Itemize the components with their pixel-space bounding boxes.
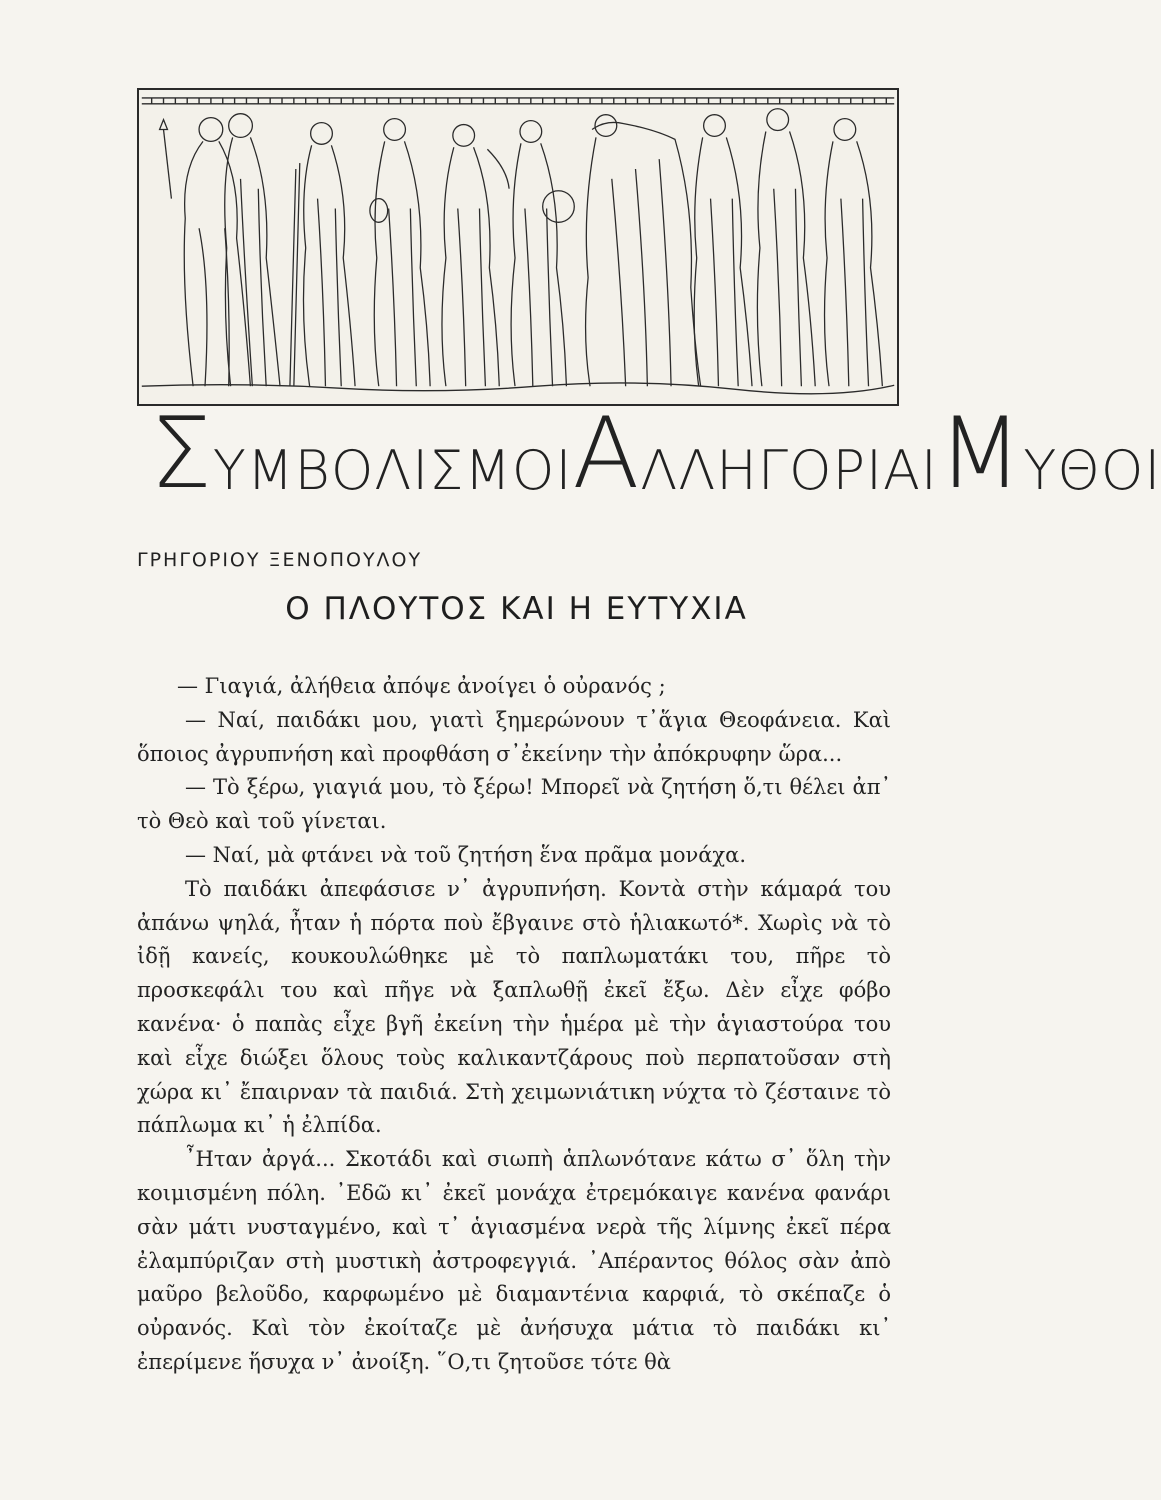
frieze-drawing <box>139 90 897 404</box>
article-body <box>137 670 891 1380</box>
paragraph: Τὸ παιδάκι ἀπεφάσισε ν᾽ ἀγρυπνήση. Κοντὰ στὴν κάμαρά του ἀπάνω ψηλά, ἦταν ἡ πόρτα ποὺ ἔβγαινε στὸ ἡλιακωτό*. Χωρὶς νὰ τὸ ἰδῇ κανείς, κουκουλώθηκε μὲ τὸ παπλωματάκι του, πῆρε τὸ προσκεφάλι του καὶ πῆγε νὰ ξαπλωθῇ ἐκεῖ ἔξω. Δὲν εἶχε φόβο κανένα· ὁ παπὰς εἶχε βγῆ ἐκείνη τὴν ἡμέρα μὲ τὴν ἁγιαστούρα του καὶ εἶχε διώξει ὅλους τοὺς καλικαντζάρους ποὺ περπατοῦσαν στὴ χώρα κι᾽ ἔπαιρναν τὰ παιδιά. Στὴ χειμωνιάτικη νύχτα τὸ ζέσταινε τὸ πάπλωμα κι᾽ ἡ ἐλπίδα. <box>137 876 891 1138</box>
paragraph: ῏Ηταν ἀργά... Σκοτάδι καὶ σιωπὴ ἁπλωνότανε κάτω σ᾽ ὅλη τὴν κοιμισμένη πόλη. ᾽Εδῶ κι᾽ ἐκεῖ μονάχα ἐτρεμόκαιγε κανένα φανάρι σὰν μάτι νυσταγμένο, καὶ τ᾽ ἁγιασμένα νερὰ τῆς λίμνης ἐκεῖ πέρα ἐλαμπύριζαν στὴ μυστικὴ ἀστροφεγγιά. ᾽Απέραντος θόλος σὰν ἀπὸ μαῦρο βελοῦδο, καρφωμένο μὲ διαμαντένια καρφιά, τὸ σκέπαζε ὁ οὐρανός. Καὶ τὸν ἐκοίταζε μὲ ἀνήσυχα μάτια τὸ παιδάκι κι᾽ ἐπερίμενε ἥσυχα ν᾽ ἀνοίξη. ῞Ο,τι ζητοῦσε τότε θὰ <box>137 1147 891 1374</box>
banner-cap-2: Α <box>572 396 641 511</box>
article-title: Ο ΠΛΟΥΤΟΣ ΚΑΙ Η ΕΥΤΥΧΙΑ <box>285 591 748 627</box>
banner-word-1: ΥΜΒΟΛΙΣΜΟΙ <box>212 439 573 502</box>
allegorical-figures-illustration <box>137 88 899 406</box>
paragraph: — Τὸ ξέρω, γιαγιά μου, τὸ ξέρω! Μπορεῖ νὰ ζητήση ὅ,τι θέλει ἀπ᾽ τὸ Θεὸ καὶ τοῦ γίνεται. <box>137 775 891 834</box>
paragraph: — Γιαγιά, ἀλήθεια ἀπόψε ἀνοίγει ὁ οὐρανός ; <box>177 674 666 698</box>
banner-word-2: ΛΛΗΓΟΡΙΑΙ <box>640 439 938 502</box>
paragraph: — Ναί, παιδάκι μου, γιατὶ ξημερώνουν τ᾽ἅγια Θεοφάνεια. Καὶ ὅποιος ἀγρυπνήση καὶ προφθάση σ᾽ἐκείνην τὴν ἀπόκρυφην ὥρα... <box>137 707 891 766</box>
section-banner <box>150 396 1161 511</box>
banner-cap-3: Μ <box>937 396 1024 511</box>
author-name: ΓΡΗΓΟΡΙΟΥ ΞΕΝΟΠΟΥΛΟΥ <box>137 549 423 571</box>
banner-cap-1: Σ <box>150 396 213 511</box>
paragraph: — Ναί, μὰ φτάνει νὰ τοῦ ζητήση ἕνα πρᾶμα μονάχα. <box>185 842 747 867</box>
banner-word-3: ΥΘΟΙ <box>1023 439 1161 502</box>
